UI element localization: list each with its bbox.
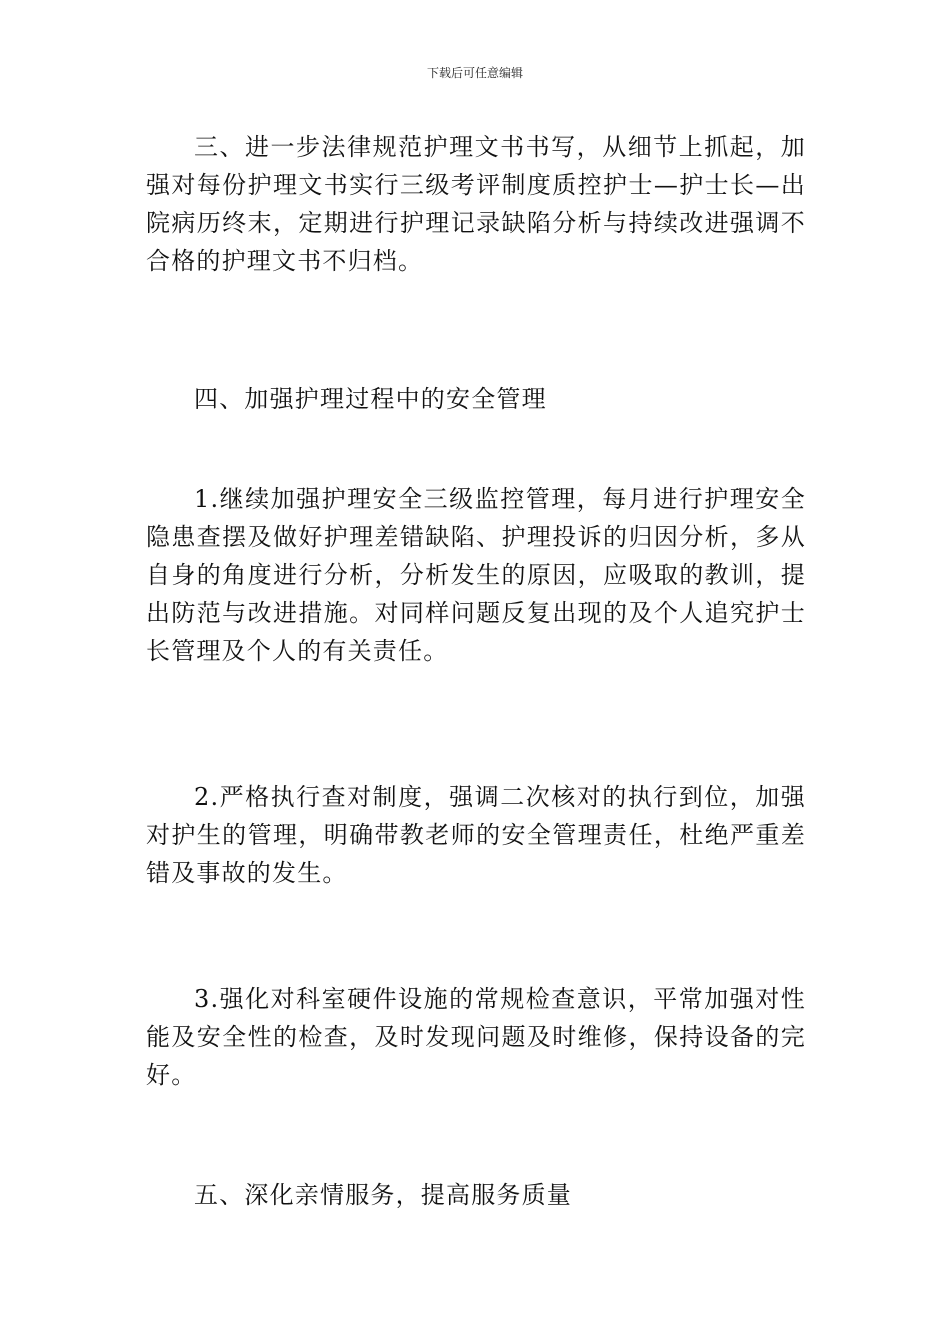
page-header: 下载后可任意编辑 xyxy=(426,66,523,80)
section-4-item-1: 1.继续加强护理安全三级监控管理，每月进行护理安全隐患查摆及做好护理差错缺陷、护理投诉的归因分析，多从自身的角度进行分析，分析发生的原因，应吸取的教训，提出防范与改进措施。对同样问题反复出现的及个人追究护士长管理及个人的有关责任。 xyxy=(146,485,806,665)
section-4-item-3: 3.强化对科室硬件设施的常规检查意识，平常加强对性能及安全性的检查，及时发现问题及时维修，保持设备的完好。 xyxy=(146,985,806,1089)
section-5-heading: 五、深化亲情服务，提高服务质量 xyxy=(194,1181,572,1209)
section-3-paragraph: 三、进一步法律规范护理文书书写，从细节上抓起，加强对每份护理文书实行三级考评制度质控护士—护士长—出院病历终末，定期进行护理记录缺陷分析与持续改进强调不合格的护理文书不归档。 xyxy=(146,133,806,275)
section-4-heading: 四、加强护理过程中的安全管理 xyxy=(194,385,547,413)
section-4-item-2: 2.严格执行查对制度，强调二次核对的执行到位，加强对护生的管理，明确带教老师的安全管理责任，杜绝严重差错及事故的发生。 xyxy=(146,783,806,887)
